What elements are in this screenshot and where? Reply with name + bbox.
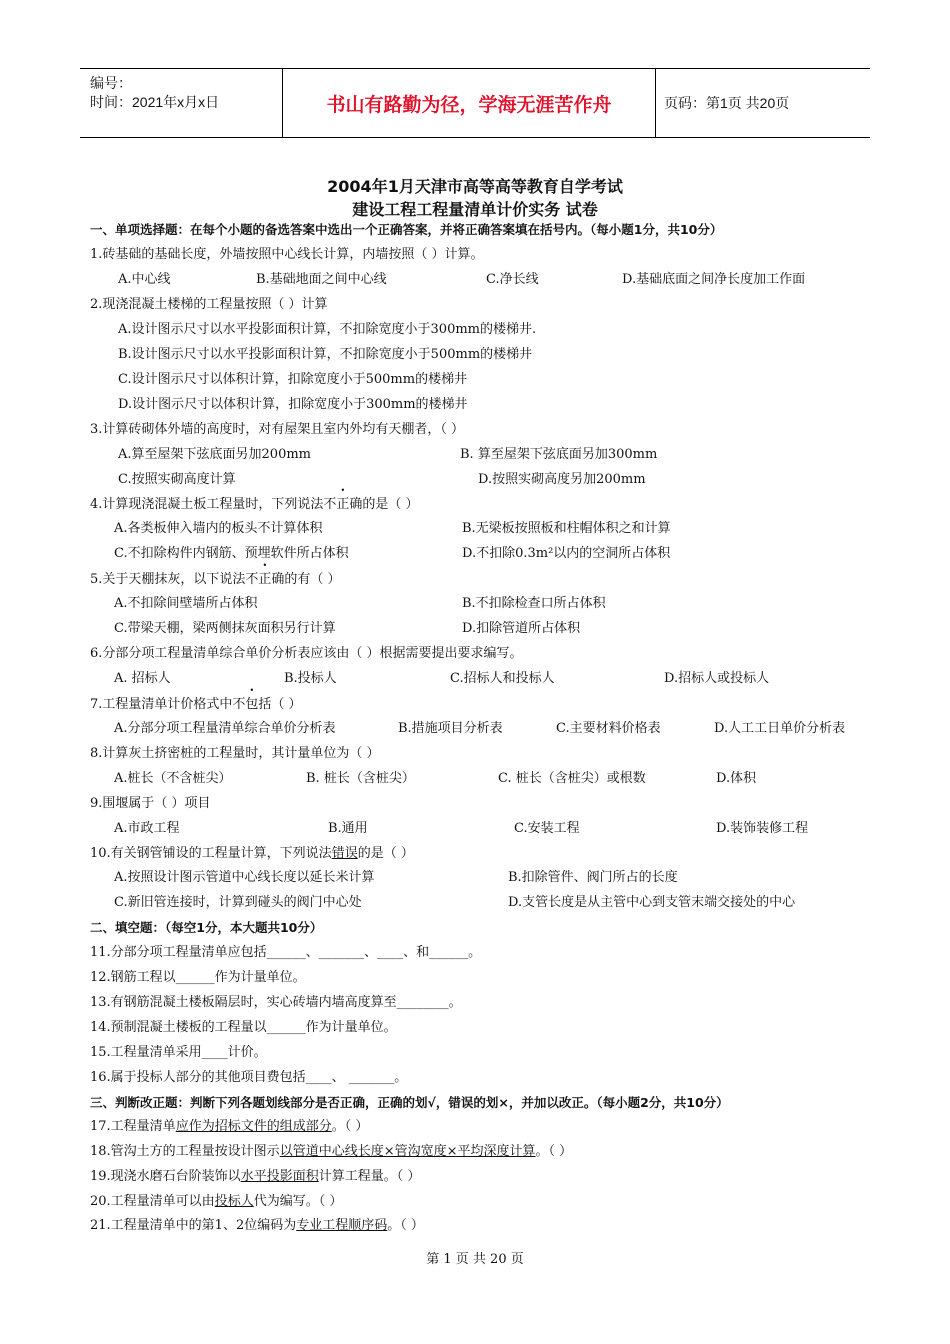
option-7b: B.措施项目分析表 xyxy=(398,721,503,736)
question-13: 13.有钢筋混凝土楼板隔层时，实心砖墙内墙高度算至________。 xyxy=(90,995,462,1010)
option-7d: D.人工工日单价分析表 xyxy=(714,721,846,736)
question-4: 4.计算现浇混凝土板工程量时，下列说法不正确的是（ ） xyxy=(90,497,419,512)
option-4a: A.各类板伸入墙内的板头不计算体积 xyxy=(114,521,323,536)
question-12: 12.钢筋工程以______作为计量单位。 xyxy=(90,970,306,985)
option-6b: B.投标人 xyxy=(284,671,337,686)
question-10: 10.有关钢管铺设的工程量计算，下列说法错误的是（ ） xyxy=(90,846,414,861)
emphasis-dots: 不包括 xyxy=(232,697,272,712)
option-9d: D.装饰装修工程 xyxy=(716,821,809,836)
option-3d: D.按照实砌高度另加200mm xyxy=(478,472,646,487)
option-1c: C.净长线 xyxy=(486,272,539,287)
option-5d: D.扣除管道所占体积 xyxy=(462,621,581,636)
page-header xyxy=(80,68,870,138)
question-17: 17.工程量清单应作为招标文件的组成部分。（ ） xyxy=(90,1119,369,1134)
option-5c: C.带梁天棚，梁两侧抹灰面积另行计算 xyxy=(114,621,336,636)
question-19: 19.现浇水磨石台阶装饰以水平投影面积计算工程量。（ ） xyxy=(90,1169,421,1184)
option-9a: A.市政工程 xyxy=(114,821,180,836)
question-6: 6.分部分项工程量清单综合单价分析表应该由（ ）根据需要提出要求编写。 xyxy=(90,646,523,661)
option-2b: B.设计图示尺寸以水平投影面积计算，不扣除宽度小于500mm的楼梯井 xyxy=(118,347,533,362)
question-18: 18.管沟土方的工程量按设计图示以管道中心线长度×管沟宽度×平均深度计算。（ ） xyxy=(90,1144,573,1159)
option-8d: D.体积 xyxy=(716,771,757,786)
section-heading-judge: 三、判断改正题：判断下列各题划线部分是否正确，正确的划√，错误的划×，并加以改正。（每小题2分，共10分） xyxy=(90,1095,729,1110)
question-15: 15.工程量清单采用____计价。 xyxy=(90,1045,267,1060)
question-9: 9.围堰属于（ ）项目 xyxy=(90,796,211,811)
option-1a: A.中心线 xyxy=(118,272,171,287)
page-counter: 页码：第1页 共20页 xyxy=(664,95,790,111)
option-1d: D.基础底面之间净长度加工作面 xyxy=(622,272,806,287)
question-3: 3.计算砖砌体外墙的高度时，对有屋架且室内外均有天棚者，（ ） xyxy=(90,422,465,437)
option-2a: A.设计图示尺寸以水平投影面积计算，不扣除宽度小于300mm的楼梯井. xyxy=(118,322,537,337)
header-info-cell xyxy=(80,69,282,137)
option-9c: C.安装工程 xyxy=(514,821,580,836)
page-footer: 第 1 页 共 20 页 xyxy=(426,1252,524,1267)
question-11: 11.分部分项工程量清单应包括______、_______、____、和______。 xyxy=(90,945,482,960)
option-6c: C.招标人和投标人 xyxy=(450,671,555,686)
section-heading-fill: 二、填空题：（每空1分，本大题共10分） xyxy=(90,920,323,935)
exam-title: 2004年1月天津市高等高等教育自学考试 xyxy=(327,177,623,196)
option-5b: B.不扣除检查口所占体积 xyxy=(462,596,606,611)
option-10a: A.按照设计图示管道中心线长度以延长米计算 xyxy=(114,870,375,885)
option-2d: D.设计图示尺寸以体积计算，扣除宽度小于300mm的楼梯井 xyxy=(118,397,468,412)
question-2: 2.现浇混凝土楼梯的工程量按照（ ）计算 xyxy=(90,297,328,312)
option-7a: A.分部分项工程量清单综合单价分析表 xyxy=(114,721,336,736)
option-4b: B.无梁板按照板和柱帽体积之和计算 xyxy=(462,521,671,536)
emphasis-dots: 不正确 xyxy=(245,572,285,587)
date-label: 时间：2021年x月x日 xyxy=(90,94,220,110)
question-5: 5.关于天棚抹灰，以下说法不正确的有（ ） xyxy=(90,572,341,587)
option-4c: C.不扣除构件内钢筋、预埋软件所占体积 xyxy=(114,546,349,561)
emphasis-dots: 不正确 xyxy=(323,497,363,512)
option-6a: A. 招标人 xyxy=(114,671,171,686)
question-8: 8.计算灰土挤密桩的工程量时，其计量单位为（ ） xyxy=(90,746,380,761)
option-8c: C. 桩长（含桩尖）或根数 xyxy=(498,771,646,786)
option-10c: C.新旧管连接时，计算到碰头的阀门中心处 xyxy=(114,895,362,910)
question-7: 7.工程量清单计价格式中不包括（ ） xyxy=(90,697,302,712)
option-5a: A.不扣除间壁墙所占体积 xyxy=(114,596,258,611)
option-8b: B. 桩长（含桩尖） xyxy=(306,771,415,786)
option-2c: C.设计图示尺寸以体积计算，扣除宽度小于500mm的楼梯井 xyxy=(118,372,468,387)
option-4d: D.不扣除0.3m²以内的空洞所占体积 xyxy=(462,546,671,561)
option-7c: C.主要材料价格表 xyxy=(556,721,661,736)
motto: 书山有路勤为径，学海无涯苦作舟 xyxy=(282,69,656,137)
question-16: 16.属于投标人部分的其他项目费包括____、 _______。 xyxy=(90,1070,408,1085)
section-heading-choice: 一、单项选择题：在每个小题的备选答案中选出一个正确答案，并将正确答案填在括号内。（每小题1分，共10分） xyxy=(90,222,723,237)
question-20: 20.工程量清单可以由投标人代为编写。（ ） xyxy=(90,1194,343,1209)
option-10b: B.扣除管件、阀门所占的长度 xyxy=(508,870,678,885)
option-9b: B.通用 xyxy=(328,821,368,836)
number-label: 编号： xyxy=(90,75,132,91)
option-3c: C.按照实砌高度计算 xyxy=(118,472,236,487)
option-10d: D.支管长度是从主管中心到支管末端交接处的中心 xyxy=(508,895,796,910)
question-21: 21.工程量清单中的第1、2位编码为专业工程顺序码。（ ） xyxy=(90,1218,424,1233)
option-6d: D.招标人或投标人 xyxy=(664,671,770,686)
option-3b: B. 算至屋架下弦底面另加300mm xyxy=(460,447,658,462)
option-1b: B.基础地面之间中心线 xyxy=(256,272,387,287)
option-3a: A.算至屋架下弦底面另加200mm xyxy=(118,447,311,462)
question-1: 1.砖基础的基础长度，外墙按照中心线长计算，内墙按照（ ）计算。 xyxy=(90,247,484,262)
option-8a: A.桩长（不含桩尖） xyxy=(114,771,232,786)
question-14: 14.预制混凝土楼板的工程量以______作为计量单位。 xyxy=(90,1020,397,1035)
exam-subtitle: 建设工程工程量清单计价实务 试卷 xyxy=(352,200,598,219)
